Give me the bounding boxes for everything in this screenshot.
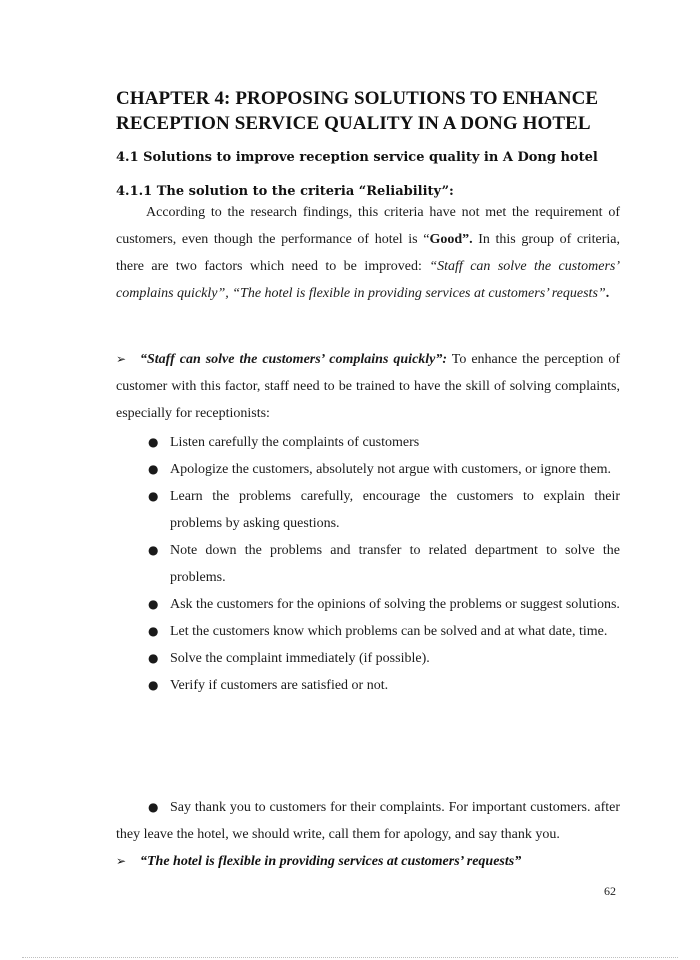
list-item: ● Apologize the customers, absolutely not argue with customers, or ignore them. bbox=[116, 456, 620, 483]
complaint-steps-list bbox=[116, 429, 620, 699]
list-item: ● Note down the problems and transfer to related department to solve the problems. bbox=[116, 537, 620, 591]
bullet-icon: ● bbox=[148, 462, 159, 476]
chapter-title-line-2: RECEPTION SERVICE QUALITY IN A DONG HOTEL bbox=[116, 113, 591, 134]
bullet-icon: ● bbox=[148, 800, 159, 814]
page-bottom-divider bbox=[22, 957, 678, 958]
bullet-icon: ● bbox=[148, 624, 159, 638]
intro-text-b: In this group of criteria, there are two factors which need to be improved: bbox=[116, 232, 621, 274]
bullet-icon: ● bbox=[148, 597, 159, 611]
list-item: ● Solve the complaint immediately (if possible). bbox=[116, 645, 620, 672]
intro-quote-1: “Staff can solve the customers’ complains quickly”, bbox=[116, 259, 620, 301]
chapter-title-line-1: CHAPTER 4: PROPOSING SOLUTIONS TO ENHANCE bbox=[116, 88, 599, 109]
factor-2-label: “The hotel is flexible in providing services at customers’ requests” bbox=[140, 854, 522, 869]
arrow-bullet-icon: ➢ bbox=[116, 352, 127, 366]
chapter-title bbox=[116, 86, 636, 136]
bullet-icon: ● bbox=[148, 678, 159, 692]
intro-text-a: According to the research findings, this criteria have not met the requirement of customers, even though the performance of hotel is “ bbox=[116, 205, 620, 247]
factor-1-label: “Staff can solve the customers’ complains quickly”: bbox=[140, 352, 448, 367]
intro-end: . bbox=[605, 286, 610, 301]
intro-good: Good”. bbox=[429, 232, 473, 247]
section-heading: 4.1 Solutions to improve reception service quality in A Dong hotel bbox=[116, 150, 598, 165]
last-list-item: ● Say thank you to customers for their complaints. For important customers. after they leave the hotel, we should write, call them for apology, and say thank you. bbox=[116, 794, 620, 848]
arrow-bullet-icon: ➢ bbox=[116, 854, 127, 868]
factor-2-heading bbox=[116, 849, 620, 874]
list-item: ● Learn the problems carefully, encourage the customers to explain their problems by asking questions. bbox=[116, 483, 620, 537]
intro-paragraph bbox=[116, 199, 620, 307]
list-item: ● Ask the customers for the opinions of solving the problems or suggest solutions. bbox=[116, 591, 620, 618]
list-item: ● Let the customers know which problems can be solved and at what date, time. bbox=[116, 618, 620, 645]
factor-1-text: To enhance the perception of customer with this factor, staff need to be trained to have the skill of solving complaints, especially for receptionists: bbox=[116, 352, 620, 421]
subsection-heading: 4.1.1 The solution to the criteria “Reliability”: bbox=[116, 184, 454, 199]
bullet-icon: ● bbox=[148, 489, 159, 503]
bullet-icon: ● bbox=[148, 651, 159, 665]
page-number: 62 bbox=[604, 884, 616, 898]
bullet-icon: ● bbox=[148, 435, 159, 449]
intro-quote-2: “The hotel is flexible in providing services at customers’ requests” bbox=[228, 286, 606, 301]
list-item: ● Listen carefully the complaints of customers bbox=[116, 429, 620, 456]
list-item: ● Verify if customers are satisfied or not. bbox=[116, 672, 620, 699]
factor-1-paragraph bbox=[116, 346, 620, 427]
bullet-icon: ● bbox=[148, 543, 159, 557]
